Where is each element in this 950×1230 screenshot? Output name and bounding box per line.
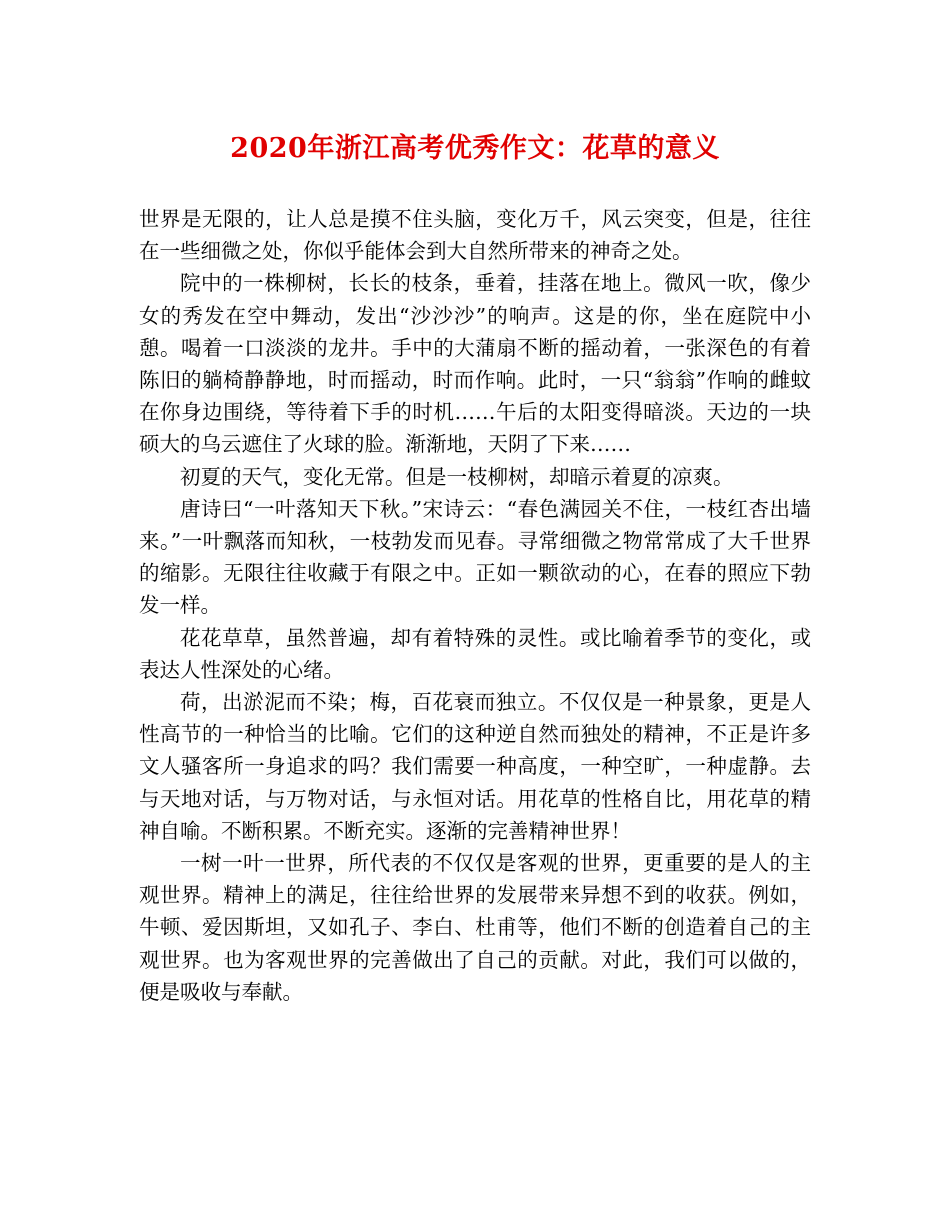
paragraph-1: 世界是无限的，让人总是摸不住头脑，变化万千，风云突变，但是，往往在一些细微之处，你似乎能体会到大自然所带来的神奇之处。 bbox=[139, 207, 811, 264]
paragraph-4: 唐诗曰“一叶落知天下秋。”宋诗云：“春色满园关不住，一枝红杏出墙来。”一叶飘落而知秋，一枝勃发而见春。寻常细微之物常常成了大千世界的缩影。无限往往收藏于有限之中。正如一颗欲动的心，在春的照应下勃发一样。 bbox=[139, 496, 811, 618]
paragraph-2: 院中的一株柳树，长长的枝条，垂着，挂落在地上。微风一吹，像少女的秀发在空中舞动，发出“沙沙沙”的响声。这是的你，坐在庭院中小憩。喝着一口淡淡的龙井。手中的大蒲扇不断的摇动着，一张深色的有着陈旧的躺椅静静地，时而摇动，时而作响。此时，一只“翁翁”作响的雌蚊在你身边围绕，等待着下手的时机……午后的太阳变得暗淡。天边的一块硕大的乌云遮住了火球的脸。渐渐地，天阴了下来…… bbox=[139, 271, 811, 457]
paragraph-6: 荷，出淤泥而不染；梅，百花衰而独立。不仅仅是一种景象，更是人性高节的一种恰当的比喻。它们的这种逆自然而独处的精神，不正是许多文人骚客所一身追求的吗？我们需要一种高度，一种空旷，一种虚静。去与天地对话，与万物对话，与永恒对话。用花草的性格自比，用花草的精神自喻。不断积累。不断充实。逐渐的完善精神世界！ bbox=[139, 690, 811, 843]
paragraph-3: 初夏的天气，变化无常。但是一枝柳树，却暗示着夏的凉爽。 bbox=[180, 464, 734, 489]
paragraph-7: 一树一叶一世界，所代表的不仅仅是客观的世界，更重要的是人的主观世界。精神上的满足，往往给世界的发展带来异想不到的收获。例如，牛顿、爱因斯坦，又如孔子、李白、杜甫等，他们不断的创造着自己的主观世界。也为客观世界的完善做出了自己的贡献。对此，我们可以做的，便是吸收与奉献。 bbox=[139, 851, 811, 1004]
paragraph-5: 花花草草，虽然普遍，却有着特殊的灵性。或比喻着季节的变化，或表达人性深处的心绪。 bbox=[139, 625, 811, 682]
document-title: 2020年浙江高考优秀作文：花草的意义 bbox=[230, 133, 720, 164]
document-body bbox=[139, 203, 811, 1008]
